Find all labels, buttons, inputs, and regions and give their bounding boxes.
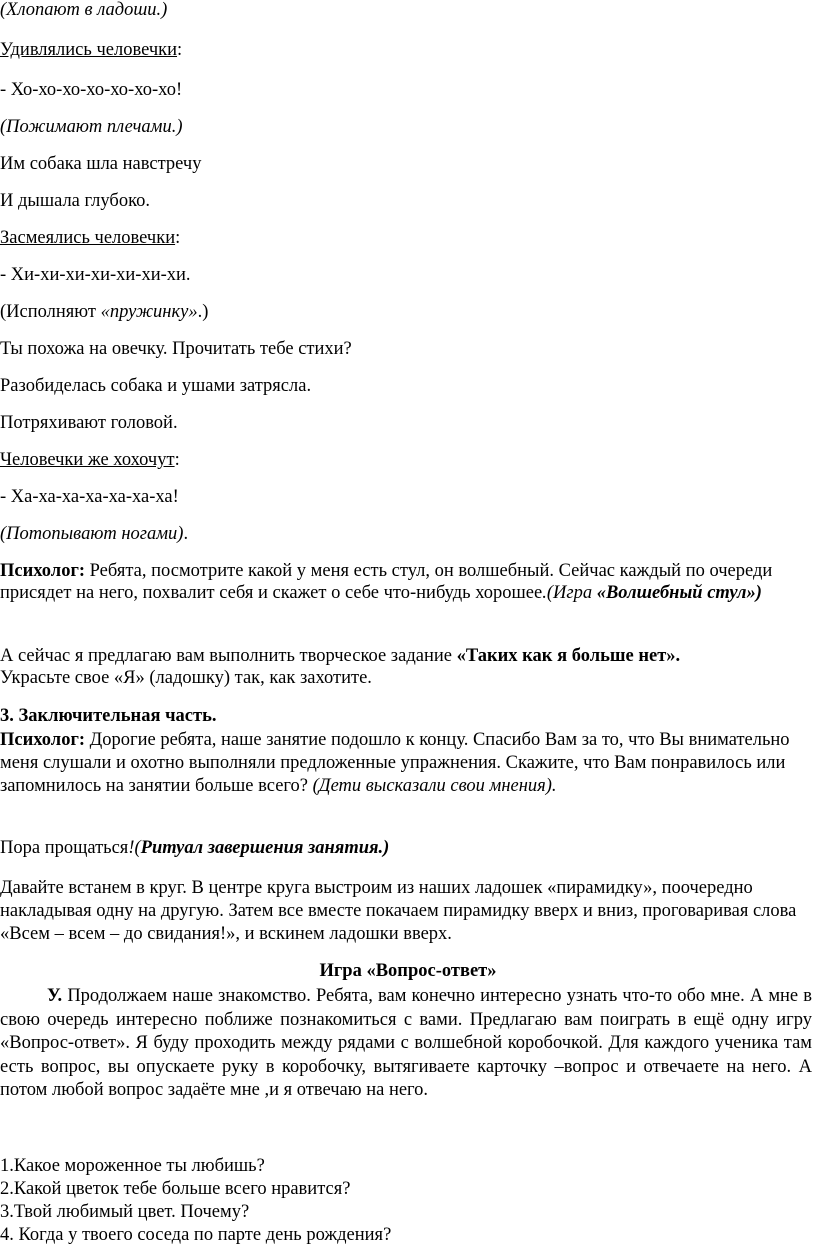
question-item: 1.Какое мороженное ты любишь? [0, 1156, 265, 1176]
verse-line: Разобиделась собака и ушами затрясла. [0, 376, 312, 396]
verse-line [0, 228, 180, 249]
verse-line: И дышала глубоко. [0, 191, 150, 211]
verse-line [0, 450, 180, 471]
paragraph-farewell [0, 838, 389, 859]
stage-direction-shrug: (Пожимают плечами.) [0, 117, 183, 137]
game-title: Игра «Вопрос-ответ» [319, 961, 497, 981]
paragraph-game [0, 985, 812, 1103]
stage-direction-spring [0, 302, 208, 323]
text-part-italic: .(Игра [542, 583, 597, 603]
paragraph-magic-chair [0, 560, 812, 604]
colon: : [174, 450, 180, 470]
paragraph-text: Украсьте свое «Я» (ладошку) так, как захотите. [0, 668, 372, 688]
task-title: «Таких как я больше нет». [456, 646, 681, 666]
paragraph-closing [0, 729, 812, 798]
text-part-italic: !( [128, 838, 141, 858]
text-part-italic: (Дети высказали свои мнения). [312, 776, 557, 796]
paragraph-creative-task [0, 645, 730, 689]
verse-speaker: Человечки же хохочут [0, 450, 175, 470]
verse-line: Потряхивают головой. [0, 413, 178, 433]
verse-line: - Хи-хи-хи-хи-хи-хи-хи. [0, 265, 191, 285]
colon: : [177, 40, 183, 60]
colon: : [175, 228, 181, 248]
question-item: 2.Какой цветок тебе больше всего нравится? [0, 1179, 351, 1199]
speaker-label: Психолог: [0, 730, 86, 750]
paragraph-text: Пора прощаться [0, 838, 129, 858]
text-part: .) [197, 302, 209, 322]
question-item: 4. Когда у твоего соседа по парте день рождения? [0, 1225, 392, 1245]
paragraph-text: Продолжаем наше знакомство. Ребята, вам конечно интересно узнать что-то обо мне. А мне в свою очередь интересно поближе познакомиться с вами. Предлагаю вам поиграть в ещё одну игру «Вопрос-ответ». Я буду проходить между рядами с волшебной коробочкой. Для каждого ученика там есть вопрос, вы опускаете руку в коробочку, вытягиваете карточку –вопрос и отвечаете на него. А потом любой вопрос задаёте мне ,и я отвечаю на него. [0, 986, 812, 1100]
verse-line: Им собака шла навстречу [0, 154, 202, 174]
text-part: (Исполняют [0, 302, 101, 322]
stage-direction-clap: (Хлопают в ладоши.) [0, 0, 168, 20]
verse-line: Ты похожа на овечку. Прочитать тебе стихи? [0, 339, 352, 359]
game-title-inline: «Волшебный стул») [596, 583, 762, 603]
speaker-label: Психолог: [0, 561, 86, 581]
section-heading: 3. Заключительная часть. [0, 706, 217, 726]
verse-speaker: Засмеялись человечки [0, 228, 176, 248]
text-part: . [183, 524, 189, 544]
text-part-italic: «пружинку» [100, 302, 198, 322]
ritual-title: Ритуал завершения занятия.) [140, 838, 390, 858]
text-part-italic: (Потопывают ногами) [0, 524, 184, 544]
verse-line: - Ха-ха-ха-ха-ха-ха-ха! [0, 487, 179, 507]
verse-line [0, 40, 182, 61]
verse-speaker: Удивлялись человечки [0, 40, 178, 60]
paragraph-text: Дорогие ребята, наше занятие подошло к концу. Спасибо Вам за то, что Вы внимательно меня слушали и охотно выполняли предложенные упражнения. Скажите, что Вам понравилось или запомнилось на занятии больше всего? [0, 730, 790, 796]
question-item: 3.Твой любимый цвет. Почему? [0, 1202, 250, 1222]
paragraph-circle: Давайте встанем в круг. В центре круга выстроим из наших ладошек «пирамидку», поочередно накладывая одну на другую. Затем все вместе покачаем пирамидку вверх и вниз, проговаривая слова «Всем – всем – до свидания!», и вскинем ладошки вверх. [0, 878, 797, 944]
verse-line: - Хо-хо-хо-хо-хо-хо-хо! [0, 80, 183, 100]
paragraph-text: Ребята, посмотрите какой у меня есть стул, он волшебный. Сейчас каждый по очереди присядет на него, похвалит себя и скажет о себе что-нибудь хорошее [0, 561, 773, 603]
stage-direction-stomp [0, 524, 188, 545]
speaker-label: У. [47, 986, 63, 1006]
paragraph-text: А сейчас я предлагаю вам выполнить творческое задание [0, 646, 457, 666]
